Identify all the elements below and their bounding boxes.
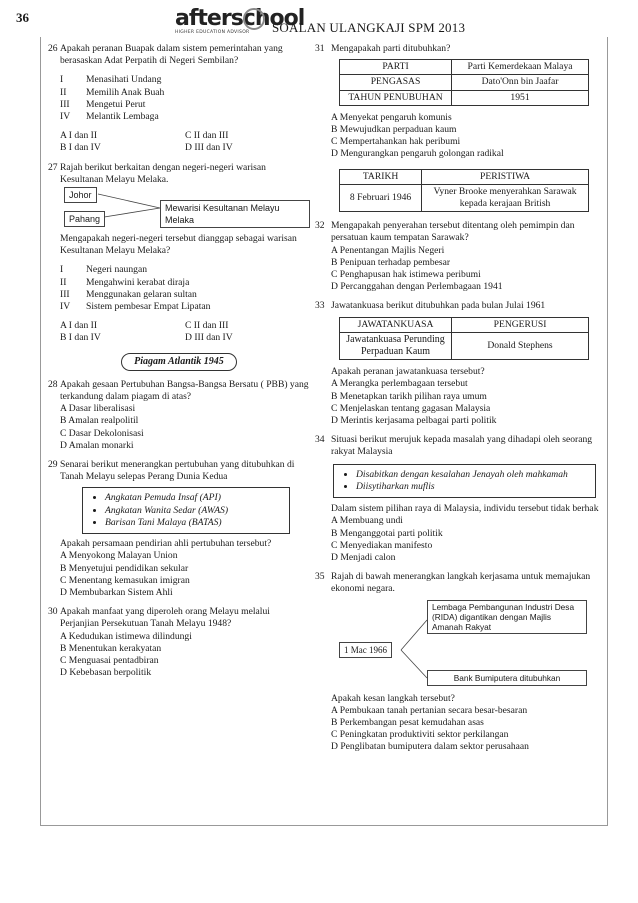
box-warisan: Mewarisi Kesultanan Melayu Melaka: [160, 200, 310, 228]
diagram-35: [331, 600, 600, 686]
table-row: TAHUN PENUBUHAN 1951: [340, 90, 589, 105]
option-a[interactable]: A Menyokong Malayan Union: [60, 550, 178, 562]
question-27: [48, 162, 310, 345]
piagam-pill: Piagam Atlantik 1945: [121, 353, 237, 371]
option-b[interactable]: B Amalan realpolitil: [60, 415, 139, 427]
option-c[interactable]: C Menguasai pentadbiran: [60, 654, 159, 666]
table-row: PENGASAS Dato'Onn bin Jaafar: [340, 75, 589, 90]
question-stem: Mengapakah penyerahan tersebut ditentang oleh pemimpin dan persatuan kaum tempatan Sarawak?: [331, 220, 575, 244]
page-title: SOALAN ULANGKAJI SPM 2013: [272, 20, 466, 35]
question-stem-2: Mengapakah negeri-negeri tersebut dianggap sebagai warisan Kesultanan Melayu Melaka?: [60, 233, 297, 257]
question-number: 27: [48, 161, 58, 173]
question-number: 30: [48, 606, 58, 618]
question-stem: Apakah gesaan Pertubuhan Bangsa-Bangsa Bersatu ( PBB) yang terkandung dalam piagam di atas?: [60, 378, 309, 403]
question-28: [48, 379, 310, 452]
right-column: [315, 43, 600, 754]
table-row: Jawatankuasa Perunding Perpaduan Kaum Donald Stephens: [340, 332, 589, 359]
box-bank: Bank Bumiputera ditubuhkan: [427, 670, 587, 686]
option-c[interactable]: C Mempertahankan hak peribumi: [331, 136, 461, 148]
option-b[interactable]: B Penipuan terhadap pembesar: [331, 256, 451, 268]
situation-box: [333, 464, 596, 498]
option-a[interactable]: A Menyekat pengaruh komunis: [331, 111, 452, 123]
list-item: • Angkatan Wanita Sedar (AWAS): [105, 505, 283, 517]
question-number: 26: [48, 43, 58, 54]
logo-word: afterschool: [175, 6, 305, 31]
question-stem: Rajah di bawah menerangkan langkah kerjasama untuk memajukan ekonomi negara.: [331, 571, 591, 595]
option-c[interactable]: C Menentang kemasukan imigran: [60, 574, 190, 586]
question-stem: Jawatankuasa berikut ditubuhkan pada bulan Julai 1961: [331, 300, 546, 312]
list-item: III Mengetui Perut: [60, 98, 146, 110]
option-a[interactable]: A Membuang undi: [331, 515, 403, 527]
list-item: IV Sistem pembesar Empat Lipatan: [60, 301, 211, 313]
box-johor: Johor: [64, 187, 97, 203]
list-item: II Memilih Anak Buah: [60, 86, 165, 98]
question-stem-2: Apakah kesan langkah tersebut?: [331, 692, 455, 704]
question-32: [315, 220, 600, 293]
list-item: III Menggunakan gelaran sultan: [60, 288, 197, 300]
list-item: • Barisan Tani Malaya (BATAS): [105, 517, 283, 529]
option-d[interactable]: D Merintis kerjasama pelbagai parti politik: [331, 415, 497, 427]
option-d[interactable]: D Kebebasan berpolitik: [60, 667, 152, 679]
question-stem: Apakah peranan Buapak dalam sistem pemerintahan yang berasaskan Adat Perpatih di Negeri Sembilan?: [60, 43, 283, 67]
question-number: 28: [48, 378, 58, 390]
question-stem: Apakah manfaat yang diperoleh orang Melayu melalui Perjanjian Persekutuan Tanah Melayu 1948?: [60, 606, 270, 630]
option-d[interactable]: D III dan IV: [185, 332, 233, 344]
question-stem: Situasi berikut merujuk kepada masalah yang dihadapi oleh seorang rakyat Malaysia: [331, 434, 593, 458]
question-stem-2: Dalam sistem pilihan raya di Malaysia, individu tersebut tidak berhak: [331, 503, 599, 515]
question-number: 32: [315, 220, 325, 232]
organisation-list-box: [82, 487, 290, 534]
option-a[interactable]: A I dan II: [60, 320, 98, 332]
brand-logo: [175, 6, 305, 38]
question-35: [315, 571, 600, 753]
option-b[interactable]: B I dan IV: [60, 142, 101, 154]
page-number: 36: [16, 10, 29, 25]
party-table: [339, 59, 589, 106]
option-a[interactable]: A I dan II: [60, 130, 98, 142]
option-c[interactable]: C Peningkatan produktiviti sektor perkilangan: [331, 729, 509, 741]
question-number: 31: [315, 43, 325, 54]
box-rida: Lembaga Pembangunan Industri Desa (RIDA) digantikan dengan Majlis Amanah Rakyat: [427, 600, 587, 634]
option-b[interactable]: B Menentukan kerakyatan: [60, 642, 162, 654]
question-number: 33: [315, 300, 325, 312]
option-c[interactable]: C Menyediakan manifesto: [331, 539, 433, 551]
option-a[interactable]: A Penentangan Majlis Negeri: [331, 244, 445, 256]
option-d[interactable]: D Mengurangkan pengaruh golongan radikal: [331, 148, 504, 160]
question-stem: Mengapakah parti ditubuhkan?: [331, 43, 451, 54]
option-b[interactable]: B Menyetujui pendidikan sekular: [60, 562, 189, 574]
question-stem: Rajah berikut berkaitan dengan negeri-negeri warisan Kesultanan Melayu Melaka.: [60, 161, 266, 185]
option-a[interactable]: A Dasar liberalisasi: [60, 403, 136, 415]
left-column: [48, 43, 310, 679]
question-stem-2: Apakah persamaan pendirian ahli pertubuhan tersebut?: [60, 538, 272, 550]
committee-table: [339, 317, 589, 361]
option-d[interactable]: D Penglibatan bumiputera dalam sektor perusahaan: [331, 741, 529, 753]
table-row: TARIKH PERISTIWA: [340, 169, 589, 184]
table-row: PARTI Parti Kemerdekaan Malaya: [340, 60, 589, 75]
question-33: [315, 300, 600, 427]
question-stem: Senarai berikut menerangkan pertubuhan yang ditubuhkan di Tanah Melayu selepas Perang Dunia Kedua: [60, 459, 295, 483]
option-b[interactable]: B Menetapkan tarikh pilihan raya umum: [331, 390, 487, 402]
option-d[interactable]: D Menjadi calon: [331, 551, 396, 563]
list-item: • Angkatan Pemuda Insaf (API): [105, 492, 283, 504]
option-c[interactable]: C II dan III: [185, 320, 229, 332]
question-number: 34: [315, 434, 325, 446]
list-item: • Disabitkan dengan kesalahan Jenayah oleh mahkamah: [356, 469, 589, 481]
question-34: [315, 434, 600, 564]
box-pahang: Pahang: [64, 211, 105, 227]
option-a[interactable]: A Pembukaan tanah pertanian secara besar-besaran: [331, 704, 528, 716]
table-row: JAWATANKUASA PENGERUSI: [340, 317, 589, 332]
option-c[interactable]: C Penghapusan hak istimewa peribumi: [331, 269, 481, 281]
question-number: 35: [315, 571, 325, 583]
question-26: [48, 43, 310, 155]
question-29: [48, 459, 310, 599]
option-d[interactable]: D Percanggahan dengan Perlembagaan 1941: [331, 281, 503, 293]
option-c[interactable]: C II dan III: [185, 130, 229, 142]
question-stem-2: Apakah peranan jawatankuasa tersebut?: [331, 366, 485, 378]
option-d[interactable]: D Membubarkan Sistem Ahli: [60, 586, 173, 598]
option-a[interactable]: A Kedudukan istimewa dilindungi: [60, 630, 192, 642]
option-b[interactable]: B Mewujudkan perpaduan kaum: [331, 124, 457, 136]
table-row: 8 Februari 1946 Vyner Brooke menyerahkan Sarawak kepada kerajaan British: [340, 184, 589, 211]
list-item: • Diisytiharkan muflis: [356, 481, 589, 493]
question-number: 29: [48, 459, 58, 471]
option-a[interactable]: A Merangka perlembagaan tersebut: [331, 378, 468, 390]
option-d[interactable]: D III dan IV: [185, 142, 233, 154]
list-item: I Menasihati Undang: [60, 74, 162, 86]
option-c[interactable]: C Menjelaskan tentang gagasan Malaysia: [331, 402, 491, 414]
list-item: I Negeri naungan: [60, 264, 148, 276]
option-c[interactable]: C Dasar Dekolonisasi: [60, 427, 144, 439]
diagram-27: [60, 186, 310, 226]
option-d[interactable]: D Amalan monarki: [60, 439, 134, 451]
question-31: [315, 43, 600, 161]
option-b[interactable]: B Menganggotai parti politik: [331, 527, 443, 539]
option-b[interactable]: B I dan IV: [60, 332, 101, 344]
event-table: [339, 169, 589, 213]
logo-tagline: HIGHER EDUCATION ADVISOR: [175, 30, 250, 35]
option-b[interactable]: B Perkembangan pesat kemudahan asas: [331, 716, 484, 728]
box-date: 1 Mac 1966: [339, 642, 392, 658]
question-30: [48, 606, 310, 679]
list-item: IV Melantik Lembaga: [60, 111, 159, 123]
list-item: II Mengahwini kerabat diraja: [60, 276, 190, 288]
logo-ring-icon: [243, 8, 265, 30]
